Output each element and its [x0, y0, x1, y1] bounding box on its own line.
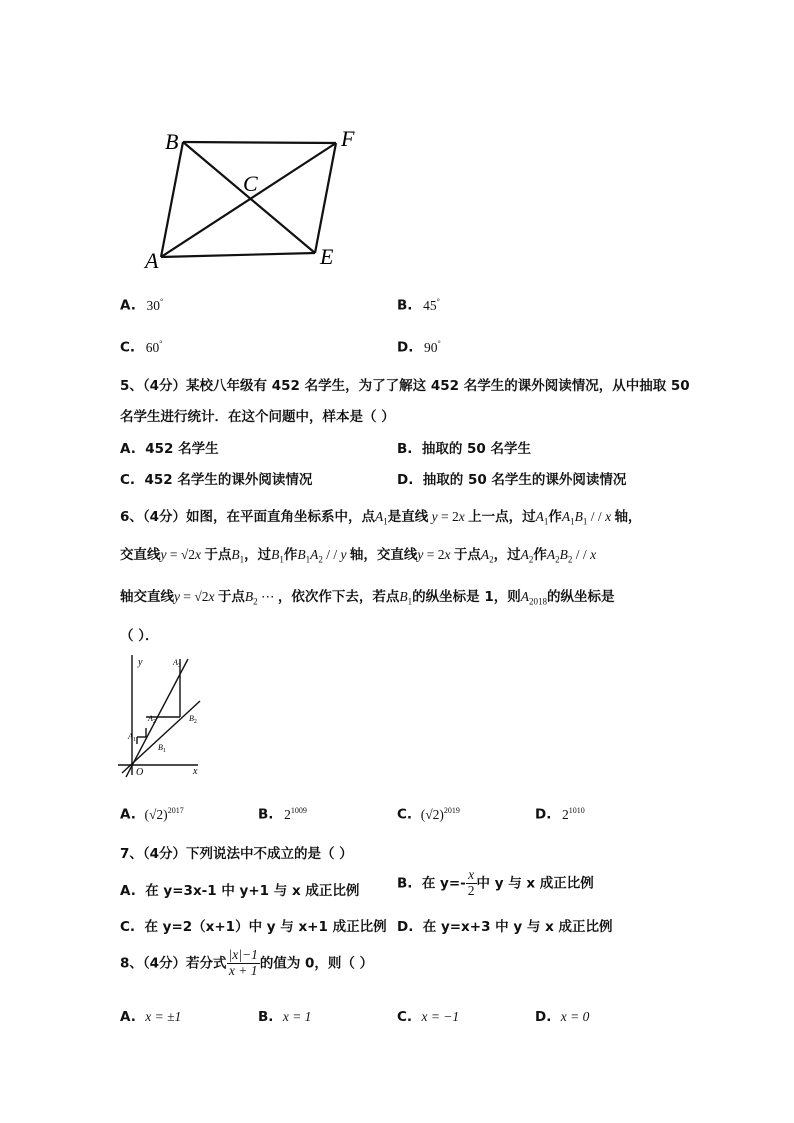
option-value: 45 — [423, 297, 437, 313]
fraction: $\frac{x}{2}$ — [467, 867, 475, 898]
q7-option-b[interactable] — [397, 868, 594, 899]
b1-label: $B_1$ — [158, 743, 166, 754]
y-axis-label: y — [138, 657, 143, 668]
text: 上一点，过 — [468, 509, 536, 525]
text: 的值为 0，则（ ） — [259, 955, 374, 972]
option-text: 在 y=3x-1 中 y+1 与 x 成正比例 — [145, 883, 360, 899]
subscript: 3 — [177, 663, 181, 669]
text: 作 — [283, 547, 298, 563]
text: 于点 — [217, 589, 245, 605]
text: 作 — [548, 509, 562, 525]
exponent: 1010 — [568, 806, 585, 815]
exponent: 2017 — [167, 806, 184, 815]
degree-sign: ° — [160, 297, 164, 306]
degree-sign: ° — [437, 339, 441, 348]
option-text: 在 y=x+3 中 y 与 x 成正比例 — [422, 919, 613, 935]
q5-option-d[interactable] — [397, 468, 626, 488]
text: 是直线 — [387, 509, 429, 525]
a1-label: $A_1$ — [128, 732, 136, 743]
vertex-e-label: E — [320, 244, 334, 269]
q5-option-a[interactable] — [120, 437, 219, 457]
q4-option-d[interactable] — [397, 339, 441, 356]
option-key: B. — [397, 875, 413, 892]
option-key: A. — [120, 806, 136, 823]
q7-option-a[interactable] — [120, 879, 359, 899]
subscript: 2 — [193, 719, 197, 725]
subscript: 2 — [152, 719, 156, 725]
q7-option-d[interactable] — [397, 915, 612, 935]
exponent: 2019 — [443, 806, 460, 815]
option-text: x = ±1 — [145, 1009, 182, 1024]
option-key: B. — [258, 806, 274, 823]
option-key: D. — [535, 1009, 552, 1025]
option-key: C. — [120, 339, 136, 356]
text: 的纵坐标是 1，则 — [412, 589, 521, 605]
q6-option-a[interactable]: A. $(√2)^{2017}$ — [120, 806, 184, 823]
x-axis-label: x — [193, 766, 198, 777]
option-value: 60 — [145, 339, 160, 355]
option-text: x = 0 — [560, 1009, 590, 1024]
q6-stem-line2: 交直线y = √2x 于点$B_1$，过$B_1$作$B_1A_2$ / / y 轴，交直线y = 2x 于点$A_2$，过$A_2$作$A_2B_2$ / / x — [120, 547, 597, 565]
option-key: C. — [397, 806, 413, 823]
q8-option-c[interactable] — [397, 1009, 459, 1025]
subscript: 1 — [162, 748, 166, 754]
subscript: 1 — [132, 737, 136, 743]
a3-label: $A_3$ — [173, 658, 181, 669]
a2-label: $A_2$ — [148, 714, 156, 725]
option-key: B. — [258, 1009, 274, 1025]
text: 轴交直线 — [120, 589, 174, 605]
vertex-f-label: F — [341, 126, 355, 151]
line-y-2x — [126, 659, 188, 777]
option-key: D. — [535, 806, 552, 823]
option-text: 中 y 与 x 成正比例 — [476, 875, 594, 892]
option-key: C. — [120, 472, 136, 488]
q8-option-d[interactable] — [535, 1009, 589, 1025]
center-c-label: C — [243, 171, 258, 196]
q6-option-c[interactable]: C. $(√2)^{2019}$ — [397, 806, 460, 823]
text: 轴，交直线 — [349, 547, 418, 563]
option-key: D. — [397, 472, 414, 488]
exponent: 1009 — [290, 806, 307, 815]
option-text: x = 1 — [282, 1009, 312, 1024]
option-key: A. — [120, 883, 136, 899]
option-value: 30 — [146, 297, 161, 313]
option-key: A. — [120, 1009, 136, 1025]
option-text: 在 y=2（x+1）中 y 与 x+1 成正比例 — [144, 919, 387, 935]
option-key: B. — [397, 441, 413, 457]
text: ，依次作下去，若点 — [277, 589, 400, 605]
parallelogram-figure — [135, 120, 375, 280]
degree-sign: ° — [436, 297, 440, 306]
q5-option-c[interactable] — [120, 468, 312, 488]
text: 轴， — [614, 509, 642, 525]
q5-stem-line1: 5、（4分）某校八年级有 452 名学生，为了了解这 452 名学生的课外阅读情况，从中抽取 50 — [120, 378, 690, 394]
text: 于点 — [453, 547, 481, 563]
q4-option-c[interactable] — [120, 339, 162, 356]
fraction: $\frac{|x|-1}{x + 1}$ — [228, 947, 258, 978]
q5-option-b[interactable] — [397, 437, 531, 457]
option-text: 452 名学生的课外阅读情况 — [144, 472, 313, 488]
q8-option-b[interactable] — [258, 1009, 311, 1025]
q4-option-a[interactable] — [120, 297, 163, 314]
q8-stem — [120, 948, 373, 979]
base: 2 — [562, 806, 569, 822]
coordinate-graph — [118, 653, 218, 781]
q7-option-c[interactable] — [120, 915, 387, 935]
text: ，过 — [244, 547, 272, 563]
option-text: 抽取的 50 名学生的课外阅读情况 — [422, 472, 627, 488]
text: 作 — [533, 547, 547, 563]
q6-stem-line3: 轴交直线y = √2x 于点$B_2$ ⋯ ，依次作下去，若点$B_1$的纵坐标是 1，则$A_{2018}$的纵坐标是 — [120, 589, 615, 607]
b2-label: $B_2$ — [189, 714, 197, 725]
q5-stem-line2: 名学生进行统计．在这个问题中，样本是（ ） — [120, 409, 395, 425]
q8-option-a[interactable] — [120, 1009, 181, 1025]
q7-stem: 7、（4分）下列说法中不成立的是（ ） — [120, 846, 353, 862]
option-text: 452 名学生 — [145, 441, 219, 457]
option-key: C. — [120, 919, 136, 935]
option-key: D. — [397, 339, 414, 356]
option-key: A. — [120, 441, 136, 457]
text: 的纵坐标是 — [547, 589, 615, 605]
q6-stem-line1: 6、（4分）如图，在平面直角坐标系中，点$A_1$是直线 y = 2x 上一点，过$A_1$作$A_1B_1$ / / x 轴， — [120, 509, 642, 527]
q6-option-b[interactable] — [258, 806, 307, 823]
text: 交直线 — [120, 547, 161, 563]
q6-answer-blank: （ ）． — [120, 628, 159, 644]
text: 6、（4分）如图，在平面直角坐标系中，点 — [120, 509, 376, 525]
q6-option-d[interactable] — [535, 806, 585, 823]
option-key: C. — [397, 1009, 413, 1025]
text: 于点 — [204, 547, 232, 563]
vertex-a-label: A — [145, 248, 159, 273]
option-key: A. — [120, 297, 136, 314]
option-text: 在 y=- — [421, 875, 466, 892]
option-key: D. — [397, 919, 414, 935]
q4-option-b[interactable] — [397, 297, 440, 314]
text: ，过 — [493, 547, 521, 563]
degree-sign: ° — [159, 339, 163, 348]
origin-label: O — [136, 767, 144, 778]
base: 2 — [284, 806, 291, 822]
option-key: B. — [397, 297, 413, 314]
vertex-b-label: B — [165, 129, 179, 154]
text: 8、（4分）若分式 — [120, 955, 227, 972]
option-text: 抽取的 50 名学生 — [421, 441, 532, 457]
option-value: 90 — [424, 339, 438, 355]
option-text: x = −1 — [421, 1009, 460, 1024]
